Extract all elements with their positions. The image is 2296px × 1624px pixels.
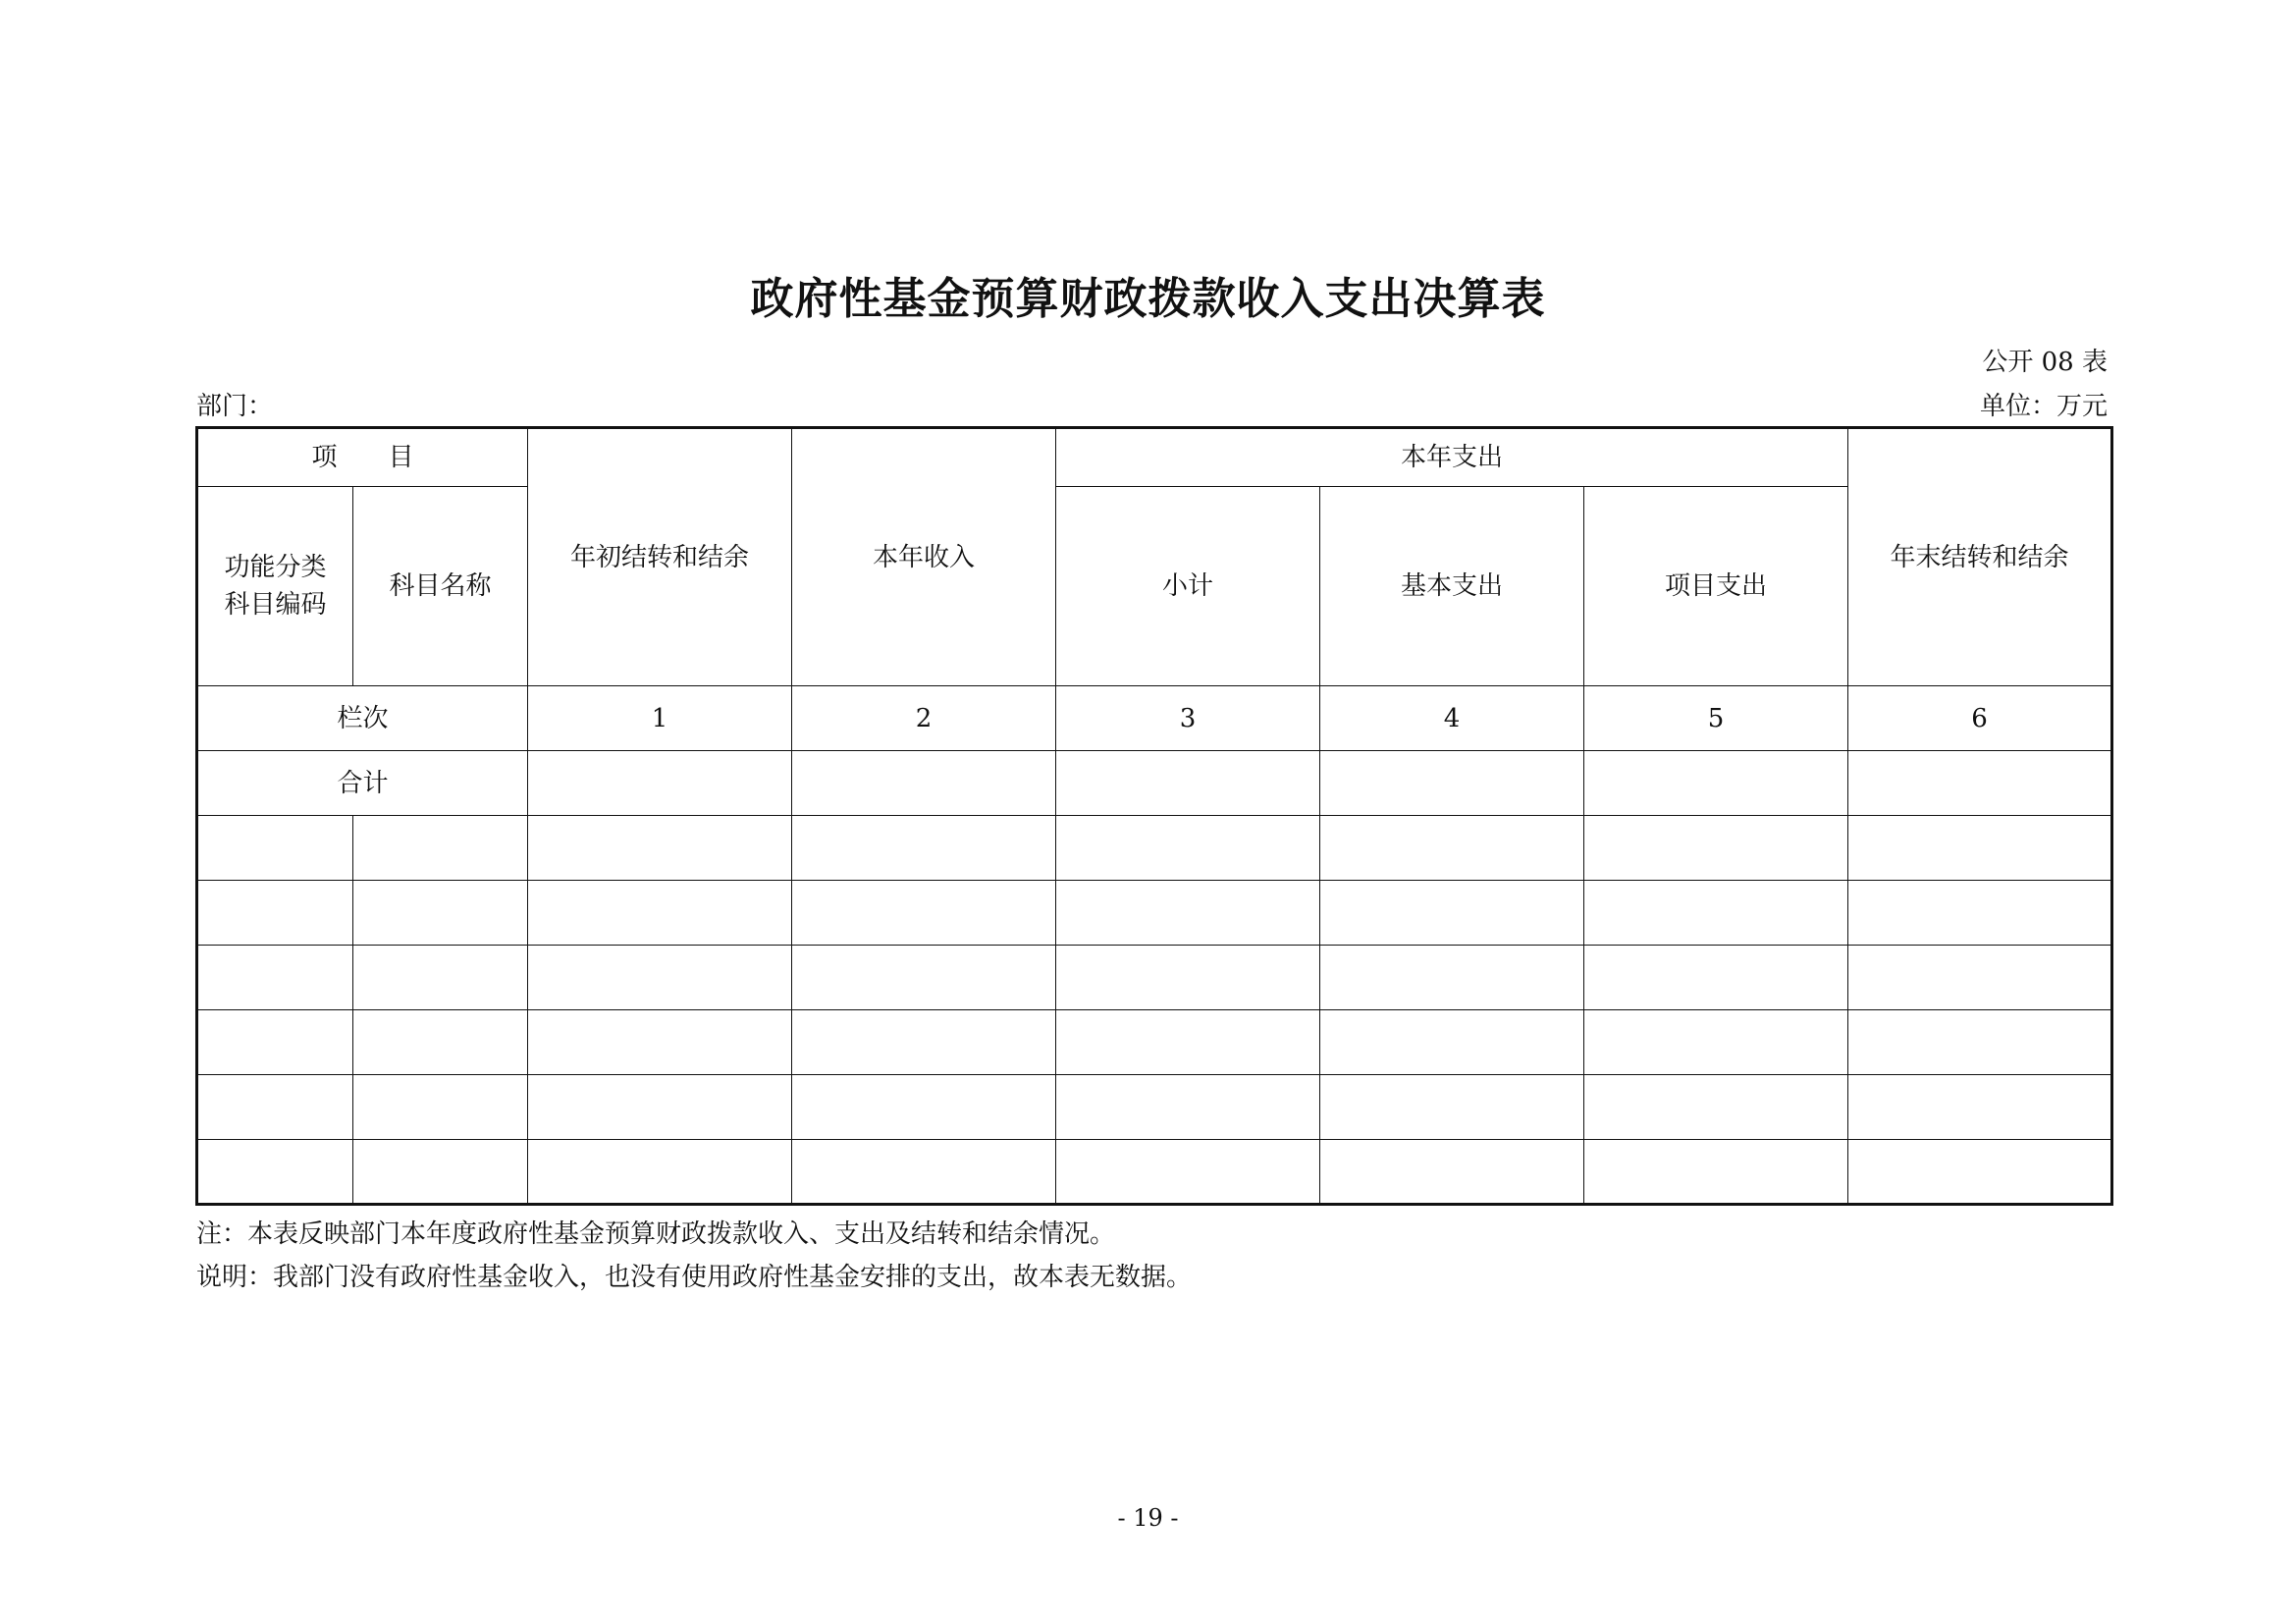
total-label: 合计	[197, 751, 528, 816]
table-cell	[1320, 1010, 1584, 1075]
table-cell	[1320, 946, 1584, 1010]
table-cell	[197, 1010, 353, 1075]
table-cell	[1848, 1140, 2112, 1205]
page-number: - 19 -	[1117, 1504, 1179, 1532]
table-number: 公开 08 表	[1982, 348, 2108, 377]
table-cell	[1584, 1075, 1848, 1140]
department-label: 部门：	[196, 392, 274, 421]
column-index-row	[197, 686, 2112, 751]
header-subject-name: 科目名称	[353, 487, 528, 686]
table-cell	[528, 1075, 792, 1140]
table-cell	[1848, 816, 2112, 881]
table-cell	[1848, 1075, 2112, 1140]
table-cell	[1848, 946, 2112, 1010]
header-income: 本年收入	[792, 428, 1056, 686]
table-cell	[197, 881, 353, 946]
table-cell	[1320, 1140, 1584, 1205]
table-cell	[1056, 1075, 1320, 1140]
table-cell	[1848, 1010, 2112, 1075]
table-cell	[792, 1140, 1056, 1205]
table-cell	[1584, 816, 1848, 881]
table-cell	[353, 1010, 528, 1075]
table-cell	[1056, 1140, 1320, 1205]
table-cell	[792, 881, 1056, 946]
table-cell	[792, 946, 1056, 1010]
table-cell	[1848, 881, 2112, 946]
total-row	[197, 751, 2112, 816]
column-index-label: 栏次	[197, 686, 528, 751]
column-number-6: 6	[1848, 686, 2112, 751]
fund-budget-table	[195, 426, 2113, 1206]
column-number-4: 4	[1320, 686, 1584, 751]
table-row	[197, 946, 2112, 1010]
table-cell	[353, 881, 528, 946]
table-cell	[1056, 946, 1320, 1010]
table-cell	[1584, 881, 1848, 946]
table-explanation: 说明：我部门没有政府性基金收入，也没有使用政府性基金安排的支出，故本表无数据。	[196, 1263, 1193, 1292]
table-row	[197, 881, 2112, 946]
table-cell	[353, 1140, 528, 1205]
table-cell	[1056, 816, 1320, 881]
table-cell	[792, 751, 1056, 816]
column-number-1: 1	[528, 686, 792, 751]
page-title: 政府性基金预算财政拨款收入支出决算表	[750, 274, 1546, 324]
table-cell	[197, 1140, 353, 1205]
table-cell	[1320, 816, 1584, 881]
table-cell	[353, 946, 528, 1010]
table-cell	[528, 751, 792, 816]
table-cell	[197, 946, 353, 1010]
table-cell	[1320, 881, 1584, 946]
table-cell	[1584, 1140, 1848, 1205]
table-cell	[528, 1140, 792, 1205]
header-expense-group: 本年支出	[1056, 428, 1848, 487]
header-function-code-line-1: 功能分类	[224, 553, 327, 582]
table-cell	[1056, 881, 1320, 946]
table-note: 注：本表反映部门本年度政府性基金预算财政拨款收入、支出及结转和结余情况。	[196, 1219, 1116, 1249]
column-number-5: 5	[1584, 686, 1848, 751]
table-cell	[528, 1010, 792, 1075]
header-basic-expense: 基本支出	[1320, 487, 1584, 686]
table-cell	[792, 1075, 1056, 1140]
table-row	[197, 1010, 2112, 1075]
table-cell	[528, 946, 792, 1010]
table-cell	[1584, 946, 1848, 1010]
table-cell	[197, 1075, 353, 1140]
unit-label: 单位：万元	[1979, 392, 2108, 421]
table-cell	[792, 816, 1056, 881]
header-project-expense: 项目支出	[1584, 487, 1848, 686]
table-cell	[528, 816, 792, 881]
header-item: 项 目	[197, 428, 528, 487]
header-end-balance: 年末结转和结余	[1848, 428, 2112, 686]
table-cell	[792, 1010, 1056, 1075]
header-subtotal: 小计	[1056, 487, 1320, 686]
header-function-code	[197, 487, 353, 686]
table-row	[197, 816, 2112, 881]
table-cell	[1320, 751, 1584, 816]
column-number-2: 2	[792, 686, 1056, 751]
table-cell	[1584, 1010, 1848, 1075]
table-cell	[197, 816, 353, 881]
table-cell	[1848, 751, 2112, 816]
header-row-1	[197, 428, 2112, 487]
table-cell	[528, 881, 792, 946]
table-cell	[353, 1075, 528, 1140]
header-begin-balance: 年初结转和结余	[528, 428, 792, 686]
table-cell	[353, 816, 528, 881]
column-number-3: 3	[1056, 686, 1320, 751]
table-row	[197, 1075, 2112, 1140]
header-function-code-line-2: 科目编码	[224, 590, 327, 620]
table-cell	[1056, 1010, 1320, 1075]
table-row	[197, 1140, 2112, 1205]
header-row-2	[197, 487, 2112, 686]
table-cell	[1584, 751, 1848, 816]
table-cell	[1320, 1075, 1584, 1140]
table-cell	[1056, 751, 1320, 816]
